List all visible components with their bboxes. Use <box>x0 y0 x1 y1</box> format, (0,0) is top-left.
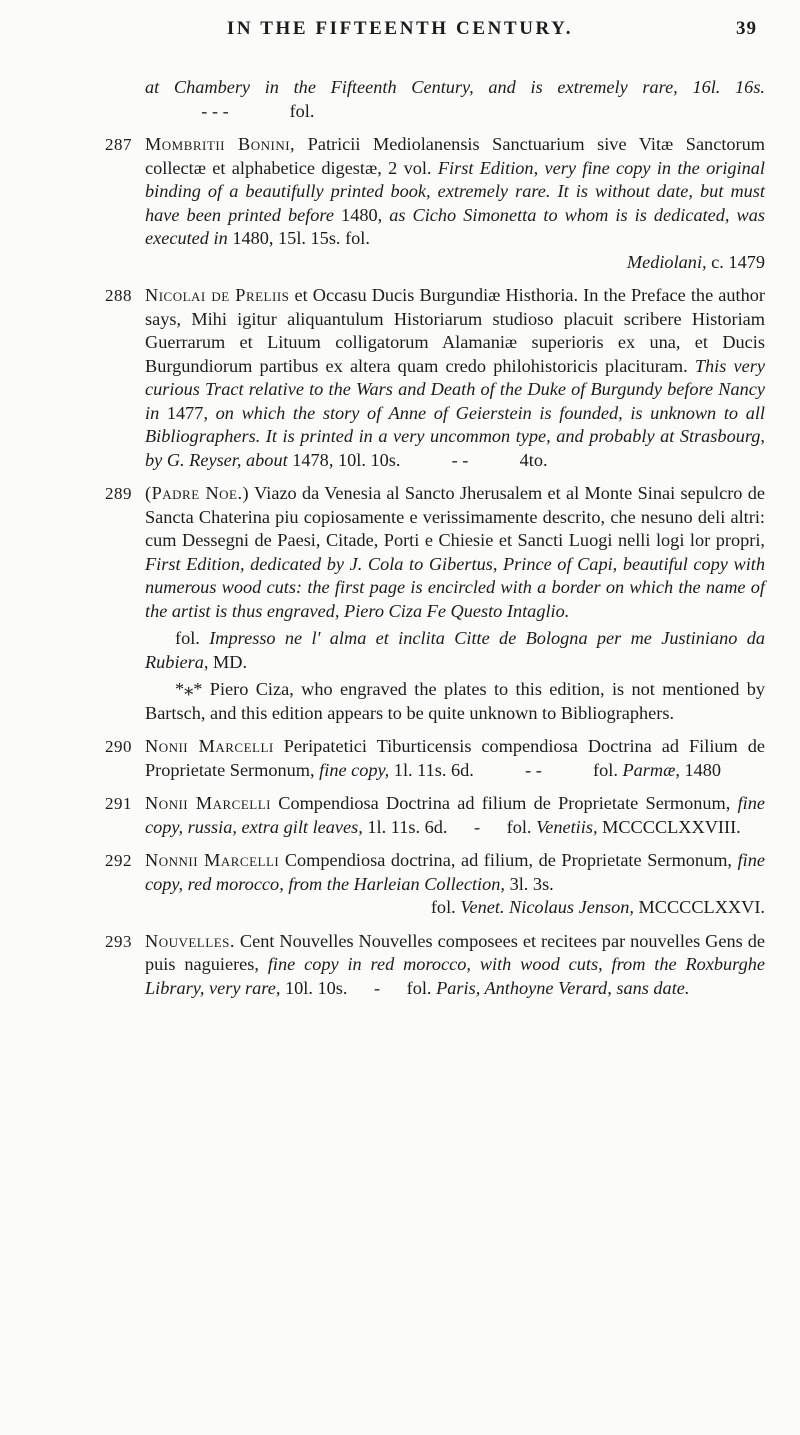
entry-note: fine copy, <box>319 759 390 780</box>
catalogue-entry <box>105 930 765 1001</box>
entry-heading: Nouvelles. <box>145 930 235 951</box>
dashes: - <box>373 977 381 998</box>
imprint-place: Mediolani, <box>626 251 707 272</box>
catalogue-entry <box>105 482 766 725</box>
asterism: *⁎* <box>175 679 203 699</box>
entry-heading: (Padre Noe.) <box>145 483 250 503</box>
entry-number: 290 <box>105 737 132 756</box>
entry-note: This very curious Tract relative to the Wars and Death of the Duke of Burgundy before Nancy in <box>145 355 765 423</box>
imprint-date: 1480 <box>684 759 722 780</box>
entry-text: Compendiosa Doctrina ad filium de Proprietate Sermonum, <box>278 793 731 813</box>
imprint-date: MCCCCLXXVIII. <box>602 816 741 837</box>
format: fol. <box>430 897 456 917</box>
imprint-place: Paris, Anthoyne Verard, sans date. <box>436 977 690 998</box>
entry-date: 1480, <box>232 228 274 248</box>
entry-number: 288 <box>105 286 132 305</box>
running-title: IN THE FIFTEENTH CENTURY. <box>226 18 574 39</box>
imprint-date: MCCCCLXXVI. <box>638 897 765 917</box>
entry-heading: Mombritii Bonini, <box>145 134 296 154</box>
entry-text: Compendiosa doctrina, ad filium, de Proprietate Sermonum, <box>284 850 732 870</box>
entry-date: 1480, <box>341 204 383 225</box>
entry-note: First Edition, dedicated by J. Cola to Gibertus, Prince of Capi, beautiful copy with numerous wood cuts: the first page is encircled with a border on which the name of the artist is thus engraved, Piero Ciza Fe Questo Intaglio. <box>145 553 765 621</box>
entry-date: 1478, <box>292 449 334 470</box>
dashes: - - <box>525 759 542 780</box>
imprint-date: MD. <box>213 651 248 672</box>
continuation-entry <box>145 76 765 123</box>
catalogue-entry <box>105 133 765 274</box>
page-number: 39 <box>736 18 757 39</box>
entry-number: 289 <box>105 484 132 503</box>
entry-number: 287 <box>105 135 132 154</box>
imprint-place: Parmæ, <box>622 759 680 780</box>
dashes: - <box>474 816 481 837</box>
format: fol. <box>175 628 200 648</box>
price: 10l. 10s. <box>284 977 348 998</box>
imprint <box>145 251 765 275</box>
remark-text: Piero Ciza, who engraved the plates to this edition, is not mentioned by Bartsch, and this edition appears to be quite unknown to Bibliographers. <box>145 679 766 723</box>
entry-note-cont: on which the story of Anne of Geierstein is founded, is unknown to all Bibliographers. It is printed in a very uncommon type, and probably at Strasbourg, by G. Reyser, about <box>145 402 765 470</box>
format: fol. <box>506 816 532 837</box>
catalogue-text <box>105 76 766 1010</box>
entry-number: 293 <box>105 931 132 951</box>
format: fol. <box>593 759 618 780</box>
entry-text: et Occasu Ducis Burgundiæ Histhoria. In the Preface the author says, Mihi igitur aliquantulum Historiarum studioso placuit scribere Historiam Guerrarum et Lituum colligatorum Alamaniæ superioris ex una, et Ducis Burgundiorum partibus ex altera quam credo philohistoricis placituram. <box>145 285 765 376</box>
continuation-text: at Chambery in the Fifteenth Century, and is extremely rare, <box>145 77 678 97</box>
dashes: - - <box>451 449 469 470</box>
imprint <box>145 896 765 920</box>
entry-text: Cent Nouvelles Nouvelles composees et recitees par nouvelles Gens de puis naguieres, <box>145 930 765 974</box>
catalogue-entry <box>105 735 765 782</box>
entry-note: fine copy in red morocco, with wood cuts, from the Roxburghe Library, very rare, <box>145 954 765 998</box>
format: fol. <box>289 100 315 121</box>
entry-number: 291 <box>105 794 132 813</box>
price: 1l. 11s. 6d. <box>367 816 448 837</box>
imprint <box>145 627 765 674</box>
entry-text: Patricii Mediolanensis Sanctuarium sive Vitæ Sanctorum collectæ et alphabetice digestæ, 2 vol. <box>145 134 765 178</box>
imprint-date: c. 1479 <box>711 251 765 272</box>
entry-heading: Nicolai de Preliis <box>145 285 290 305</box>
entry-heading: Nonnii Marcelli <box>145 850 280 870</box>
format: fol. <box>406 977 432 998</box>
catalogue-entry <box>105 284 765 472</box>
entry-text: Peripatetici Tiburticensis compendiosa Doctrina ad Filium de Proprietate Sermonum, <box>145 736 765 780</box>
remark <box>145 678 765 725</box>
format: 4to. <box>519 449 548 470</box>
entry-note-cont: as Cicho Simonetta to whom is is dedicated, was executed in <box>145 204 765 248</box>
entry-date: 1477, <box>166 402 209 423</box>
entry-text: Viazo da Venesia al Sancto Jherusalem et al Monte Sinai sepulcro de Sancta Chaterina piu copiosamente e verissimamente descrito, che nesuno deli altri: cum Dessegni de Paesi, Citade, Porti e Chiesie et Sancti Luogi nelli logi lor propri, <box>145 483 765 550</box>
format: fol. <box>345 228 370 248</box>
entry-note: First Edition, very fine copy in the original binding of a beautifully printed book, extremely rare. It is without date, but must have been printed before <box>145 157 765 225</box>
price: 15l. 15s. <box>278 228 341 248</box>
entry-number: 292 <box>105 851 132 870</box>
price: 10l. 10s. <box>337 449 401 470</box>
entry-note: fine copy, russia, extra gilt leaves, <box>145 793 765 837</box>
price: 16l. 16s. <box>692 77 766 97</box>
catalogue-entry <box>105 792 765 839</box>
price: 3l. 3s. <box>509 873 554 894</box>
imprint-place: Venet. Nicolaus Jenson, <box>460 897 634 917</box>
running-head <box>0 18 800 40</box>
entry-note: fine copy, red morocco, from the Harleian Collection, <box>145 850 765 894</box>
entry-heading: Nonii Marcelli <box>145 736 274 756</box>
imprint-place: Impresso ne l' alma et inclita Citte de Bologna per me Justiniano da Rubiera, <box>145 628 765 672</box>
price: 1l. 11s. 6d. <box>393 759 474 780</box>
imprint-place: Venetiis, <box>536 816 598 837</box>
dashes: - - - <box>201 100 229 121</box>
entry-heading: Nonii Marcelli <box>145 793 272 813</box>
catalogue-entry <box>105 849 765 920</box>
